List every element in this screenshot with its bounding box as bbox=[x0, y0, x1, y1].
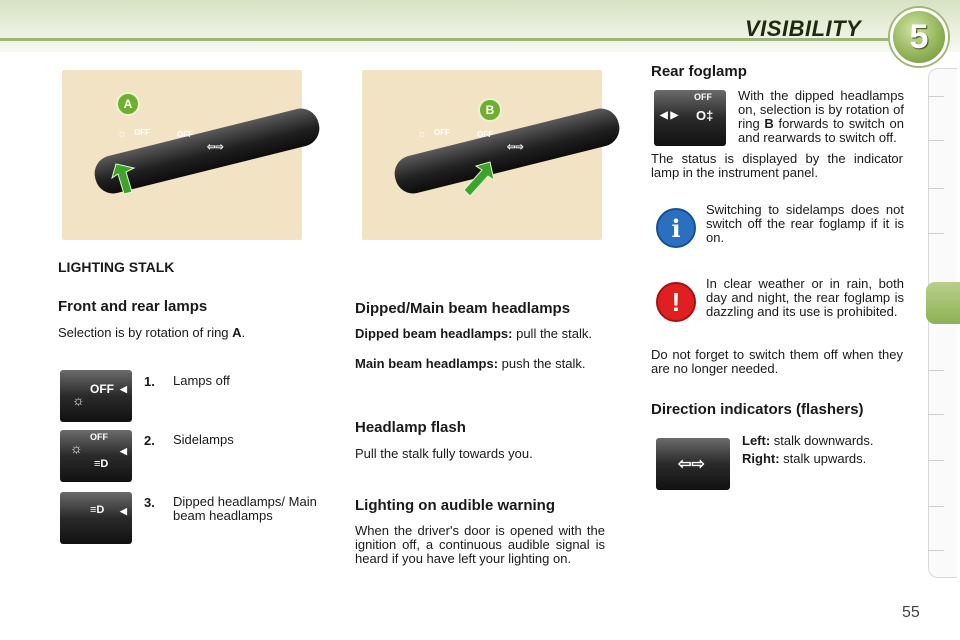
dipped-beam-text: Dipped beam headlamps: pull the stalk. bbox=[355, 326, 592, 341]
rear-foglamp-heading: Rear foglamp bbox=[651, 63, 747, 80]
indicator-arrows-icon: ⇦⇨ bbox=[507, 142, 524, 153]
direction-indicators-heading: Direction indicators (flashers) bbox=[651, 401, 864, 418]
ring-letter: A bbox=[232, 325, 242, 340]
off-mark: OFF bbox=[177, 130, 193, 139]
warning-icon: ! bbox=[656, 282, 696, 322]
info-note-text: Switching to sidelamps does not switch off the rear foglamp if it is on. bbox=[706, 202, 904, 245]
sun-icon: ☼ bbox=[117, 128, 128, 140]
page-number: 55 bbox=[902, 604, 920, 621]
ring-a-badge: A bbox=[116, 92, 140, 116]
chapter-tab[interactable] bbox=[928, 233, 944, 234]
right-indicator-text: Right: stalk upwards. bbox=[742, 451, 867, 466]
headlamp-icon: ≡D bbox=[94, 458, 109, 470]
dipped-main-heading: Dipped/Main beam headlamps bbox=[355, 300, 571, 317]
audible-warning-heading: Lighting on audible warning bbox=[355, 497, 555, 514]
chapter-title: VISIBILITY bbox=[745, 16, 862, 41]
rotate-arrows-icon: ◀ ▶ bbox=[660, 110, 679, 121]
stalk-photo-a bbox=[62, 70, 302, 240]
item-label: Lamps off bbox=[173, 373, 230, 388]
chapter-tab[interactable] bbox=[928, 370, 944, 371]
ring-letter: B bbox=[764, 116, 774, 131]
foglamp-instruction: With the dipped headlamps on, selection is by rotation of ring B forwards to switch on and rearwards to switch off. bbox=[738, 88, 905, 145]
arrow-up-icon bbox=[462, 160, 496, 200]
foglamp-status-text: The status is displayed by the indicator lamp in the instrument panel. bbox=[651, 151, 903, 180]
switch-position-2-thumb bbox=[60, 430, 132, 482]
item-label: Dipped headlamps/ Main beam headlamps bbox=[173, 494, 317, 523]
item-label: Sidelamps bbox=[173, 432, 234, 447]
chapter-tab[interactable] bbox=[928, 460, 944, 461]
item-number: 2. bbox=[144, 433, 155, 448]
main-beam-text: Main beam headlamps: push the stalk. bbox=[355, 356, 586, 371]
chapter-tab[interactable] bbox=[928, 140, 944, 141]
headlamp-flash-heading: Headlamp flash bbox=[355, 419, 466, 436]
pointer-icon: ◀ bbox=[120, 446, 127, 456]
front-rear-heading: Front and rear lamps bbox=[58, 298, 208, 315]
chapter-tab-active[interactable] bbox=[926, 282, 960, 324]
headlamp-flash-text: Pull the stalk fully towards you. bbox=[355, 446, 533, 461]
warning-note-text: In clear weather or in rain, both day and night, the rear foglamp is dazzling and its use is prohibited. bbox=[706, 276, 904, 319]
rear-foglamp-icon: O‡ bbox=[696, 108, 714, 123]
indicator-arrows-icon: ⇦⇨ bbox=[678, 456, 705, 473]
left-indicator-text: Left: stalk downwards. bbox=[742, 433, 874, 448]
off-mark: OFF bbox=[477, 130, 493, 139]
chapter-tab[interactable] bbox=[928, 414, 944, 415]
sun-icon: ☼ bbox=[70, 440, 83, 456]
ring-b-badge: B bbox=[478, 98, 502, 122]
chapter-number-badge bbox=[890, 8, 948, 66]
headlamp-icon: ≡D bbox=[90, 504, 105, 516]
chapter-number: 5 bbox=[909, 17, 929, 56]
audible-warning-text: When the driver's door is opened with the ignition off, a continuous audible signal is heard if you have left your lighting on. bbox=[355, 523, 605, 566]
info-icon: i bbox=[656, 208, 696, 248]
switch-off-reminder: Do not forget to switch them off when they are no longer needed. bbox=[651, 347, 903, 376]
chapter-tab[interactable] bbox=[928, 188, 944, 189]
chapter-tab[interactable] bbox=[928, 506, 944, 507]
switch-position-1-thumb bbox=[60, 370, 132, 422]
sun-icon: ☼ bbox=[72, 392, 85, 408]
off-glyph: OFF bbox=[90, 432, 108, 442]
pointer-icon: ◀ bbox=[120, 506, 127, 516]
indicator-arrows-icon: ⇦⇨ bbox=[207, 142, 224, 153]
pointer-icon: ◀ bbox=[120, 384, 127, 394]
lighting-stalk-title: LIGHTING STALK bbox=[58, 259, 175, 275]
off-mark: OFF bbox=[134, 128, 150, 137]
switch-position-3-thumb bbox=[60, 492, 132, 544]
item-number: 1. bbox=[144, 374, 155, 389]
chapter-tab[interactable] bbox=[928, 550, 944, 551]
indicator-stalk-thumb bbox=[656, 438, 730, 490]
sun-icon: ☼ bbox=[417, 128, 428, 140]
foglamp-ring-thumb bbox=[654, 90, 726, 146]
item-number: 3. bbox=[144, 495, 155, 510]
chapter-tab[interactable] bbox=[928, 96, 944, 97]
arrow-down-icon bbox=[110, 162, 140, 202]
stalk-photo-b bbox=[362, 70, 602, 240]
selection-text: Selection is by rotation of ring A. bbox=[58, 325, 246, 340]
off-glyph: OFF bbox=[90, 382, 114, 396]
off-glyph: OFF bbox=[694, 92, 712, 102]
off-mark: OFF bbox=[434, 128, 450, 137]
